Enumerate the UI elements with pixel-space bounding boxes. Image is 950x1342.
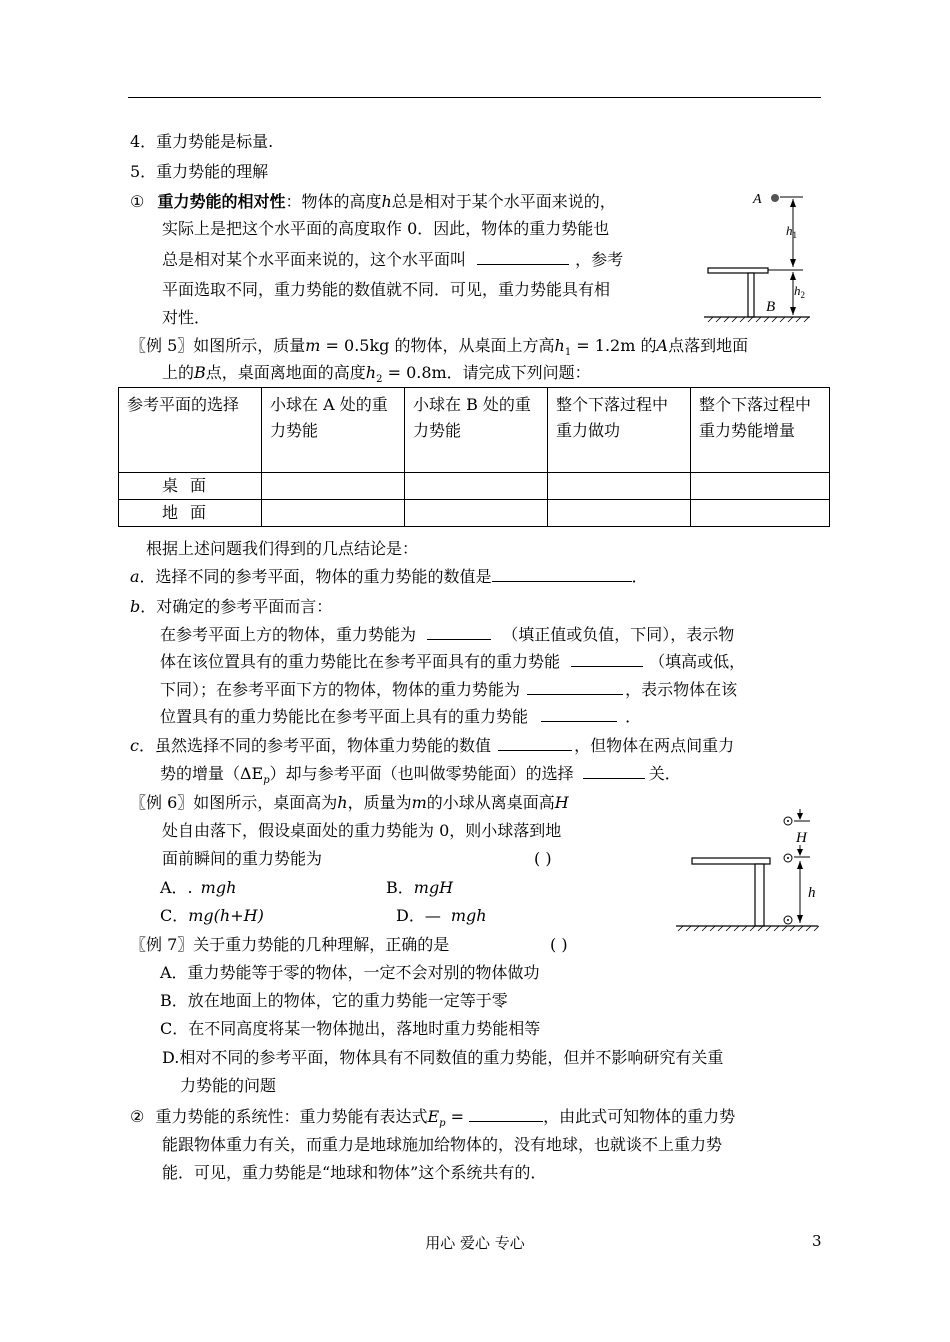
fill-blank[interactable]	[583, 764, 645, 779]
relativity-line-5: 对性．	[162, 308, 211, 327]
circled-number-2: ②	[130, 1107, 145, 1126]
answer-table	[118, 387, 830, 527]
system-text: =	[445, 1107, 470, 1126]
example-7-stem: 〖例 7〗关于重力势能的几种理解，正确的是	[130, 935, 450, 954]
label-h: h	[808, 885, 816, 901]
var-h: h	[337, 793, 348, 812]
tabletop	[708, 268, 768, 273]
conclusion-b	[130, 597, 332, 617]
tabletop	[692, 858, 770, 864]
answer-cell[interactable]	[548, 473, 691, 500]
fill-blank[interactable]	[469, 1107, 543, 1122]
example-5-line-1	[130, 336, 748, 363]
label-B: B	[766, 299, 776, 315]
option-label: D．—	[396, 906, 441, 925]
option-text: mgh	[200, 878, 237, 897]
ex6-text: 〖例 6〗如图所示，桌面高为	[130, 793, 338, 812]
conclusion-text: 在参考平面上方的物体，重力势能为	[160, 625, 417, 644]
option-A[interactable]: A．重力势能等于零的物体，一定不会对别的物体做功	[160, 963, 540, 982]
figure-ball-drop	[672, 805, 822, 933]
figure-table-heights	[700, 185, 815, 325]
conclusion-b-line-3	[160, 680, 737, 700]
ex6-text: 的小球从离桌面高	[426, 793, 555, 812]
conclusion-c-line-1	[130, 736, 734, 756]
fill-blank[interactable]	[427, 625, 491, 640]
option-text: mgh	[450, 906, 487, 925]
var-m: m	[305, 336, 321, 355]
label-H: H	[796, 830, 807, 846]
header-rule	[128, 97, 821, 98]
conclusion-b-line-2	[160, 652, 745, 672]
subscript: p	[263, 775, 270, 787]
table-row	[119, 473, 830, 500]
conclusion-text: （填正值或负值，下同），表示物	[502, 625, 735, 644]
table-header-row	[119, 388, 830, 473]
footer-motto: 用心 爱心 专心	[425, 1234, 525, 1252]
var-h1: h	[554, 336, 565, 355]
label-A: A	[753, 192, 762, 207]
example-6-line-1	[130, 793, 569, 813]
var-H: H	[554, 793, 569, 812]
answer-cell[interactable]	[691, 473, 830, 500]
relativity-line-3	[162, 250, 623, 270]
option-label: C．	[160, 906, 189, 925]
conclusion-text: （填高或低，	[649, 652, 746, 671]
answer-cell[interactable]	[405, 500, 548, 527]
conclusion-text: 位置具有的重力势能比在参考平面上具有的重力势能	[160, 707, 529, 726]
item-4: 4．重力势能是标量.	[130, 132, 274, 151]
answer-cell[interactable]	[262, 500, 405, 527]
circled-number-1: ①	[130, 192, 145, 211]
conclusion-text: 体在该位置具有的重力势能比在参考平面具有的重力势能	[160, 652, 561, 671]
table-header-cell: 整个下落过程中重力做功	[548, 388, 691, 473]
item-5: 5．重力势能的理解	[130, 162, 269, 181]
answer-cell[interactable]	[405, 473, 548, 500]
row-label: 地面	[119, 500, 262, 527]
option-D[interactable]	[396, 906, 487, 926]
fill-blank[interactable]	[527, 680, 623, 695]
answer-cell[interactable]	[262, 473, 405, 500]
label-c: c	[130, 736, 139, 755]
label-b: b	[130, 597, 141, 616]
option-D[interactable]: D.相对不同的参考平面，物体具有不同数值的重力势能，但并不影响研究有关重	[162, 1048, 724, 1067]
option-text: mg(h+H)	[188, 906, 264, 925]
var-E: E	[427, 1107, 440, 1126]
answer-cell[interactable]	[691, 500, 830, 527]
ex5-text: = 1.2m 的	[571, 336, 657, 355]
option-B[interactable]	[386, 878, 453, 898]
example-6-line-2: 处自由落下，假设桌面处的重力势能为 0，则小球落到地	[162, 821, 562, 840]
answer-cell[interactable]	[548, 500, 691, 527]
ex5-text: = 0.5kg 的物体，从桌面上方高	[320, 336, 555, 355]
conclusion-b-line-4	[160, 707, 641, 727]
fill-blank[interactable]	[571, 652, 643, 667]
table-header-cell: 小球在 A 处的重力势能	[262, 388, 405, 473]
var-A: A	[656, 336, 669, 355]
conclusion-a	[130, 567, 648, 587]
ex5-text: 点，桌面离地面的高度	[205, 363, 366, 382]
table-leg	[748, 273, 754, 317]
table-leg	[755, 864, 764, 926]
ex5-text: 〖例 5〗如图所示，质量	[130, 336, 306, 355]
label-h2: $h_2$	[794, 283, 805, 300]
relativity-line-4: 平面选取不同，重力势能的数值就不同．可见，重力势能具有相	[162, 280, 611, 299]
conclusions-intro: 根据上述问题我们得到的几点结论是：	[146, 539, 419, 558]
table-header-cell: 参考平面的选择	[119, 388, 262, 473]
relativity-line-1	[130, 192, 616, 212]
ex6-text: ，质量为	[347, 793, 412, 812]
conclusion-b-line-1	[160, 625, 734, 645]
option-B[interactable]: B．放在地面上的物体，它的重力势能一定等于零	[160, 991, 508, 1010]
ex5-text: 点落到地面	[668, 336, 749, 355]
option-C[interactable]	[160, 906, 264, 926]
label-h1: $h_1$	[786, 223, 797, 240]
relativity-text: ：物体的高度	[285, 192, 382, 211]
conclusion-text: ．	[631, 567, 648, 586]
option-A[interactable]	[160, 878, 236, 898]
conclusion-text: ．对确定的参考平面而言：	[140, 597, 333, 616]
conclusion-text: 关．	[648, 764, 681, 783]
relativity-text: 总是相对某个水平面来说的，这个水平面叫	[162, 250, 467, 269]
option-C[interactable]: C．在不同高度将某一物体抛出，落地时重力势能相等	[160, 1019, 541, 1038]
relativity-title: 重力势能的相对性	[157, 192, 286, 211]
table-header-cell: 整个下落过程中重力势能增量	[691, 388, 830, 473]
row-label: 桌面	[119, 473, 262, 500]
ground-hatch	[708, 317, 809, 322]
var-B: B	[194, 363, 206, 382]
relativity-text: ，参考	[575, 250, 624, 269]
page-number: 3	[812, 1232, 822, 1250]
answer-paren[interactable]: ( )	[534, 849, 552, 868]
conclusion-c-line-2	[160, 764, 681, 791]
var-h: h	[381, 192, 392, 211]
conclusion-text: ．虽然选择不同的参考平面，物体重力势能的数值	[138, 736, 491, 755]
conclusion-text: 下同）；在参考平面下方的物体，物体的重力势能为	[160, 680, 521, 699]
system-line-2: 能跟物体重力有关，而重力是地球施加给物体的，没有地球，也就谈不上重力势	[162, 1135, 723, 1154]
subscript: 1	[564, 347, 572, 359]
table-header-cell: 小球在 B 处的重力势能	[405, 388, 548, 473]
conclusion-text: ）却与参考平面（也叫做零势能面）的选择	[269, 764, 574, 783]
conclusion-text: ．选择不同的参考平面，物体的重力势能的数值是	[139, 567, 492, 586]
example-6-line-3: 面前瞬间的重力势能为	[162, 849, 323, 868]
system-text: ，由此式可知物体的重力势	[543, 1107, 736, 1126]
fill-blank[interactable]	[477, 250, 569, 265]
var-h2: h	[365, 363, 377, 382]
ex5-text: = 0.8m．请完成下列问题：	[382, 363, 591, 382]
conclusion-text: ，但物体在两点间重力	[574, 736, 735, 755]
system-text: 重力势能的系统性：重力势能有表达式	[155, 1107, 428, 1126]
option-label: A．.	[160, 878, 193, 897]
label-a: a	[130, 567, 140, 586]
fill-blank[interactable]	[492, 567, 632, 582]
table-row	[119, 500, 830, 527]
conclusion-text: ，表示物体在该	[625, 680, 738, 699]
conclusion-text: 势的增量（ΔE	[160, 764, 264, 783]
fill-blank[interactable]	[498, 736, 572, 751]
option-D-cont: 力势能的问题	[180, 1076, 277, 1095]
ground-hatch	[678, 926, 819, 931]
fill-blank[interactable]	[541, 707, 617, 722]
option-label: B．	[386, 878, 414, 897]
system-line-1	[130, 1107, 735, 1134]
option-text: mgH	[413, 878, 454, 897]
system-line-3: 能．可见，重力势能是“地球和物体”这个系统共有的．	[162, 1163, 547, 1182]
conclusion-text: ．	[625, 707, 642, 726]
subscript: 2	[376, 374, 383, 386]
answer-paren[interactable]: ( )	[550, 935, 568, 954]
relativity-text: 总是相对于某个水平面来说的，	[391, 192, 616, 211]
subscript: p	[439, 1118, 446, 1130]
ex5-text: 上的	[162, 363, 195, 382]
ball-A	[771, 194, 779, 202]
relativity-line-2: 实际上是把这个水平面的高度取作 0．因此，物体的重力势能也	[162, 219, 610, 238]
var-m: m	[411, 793, 427, 812]
